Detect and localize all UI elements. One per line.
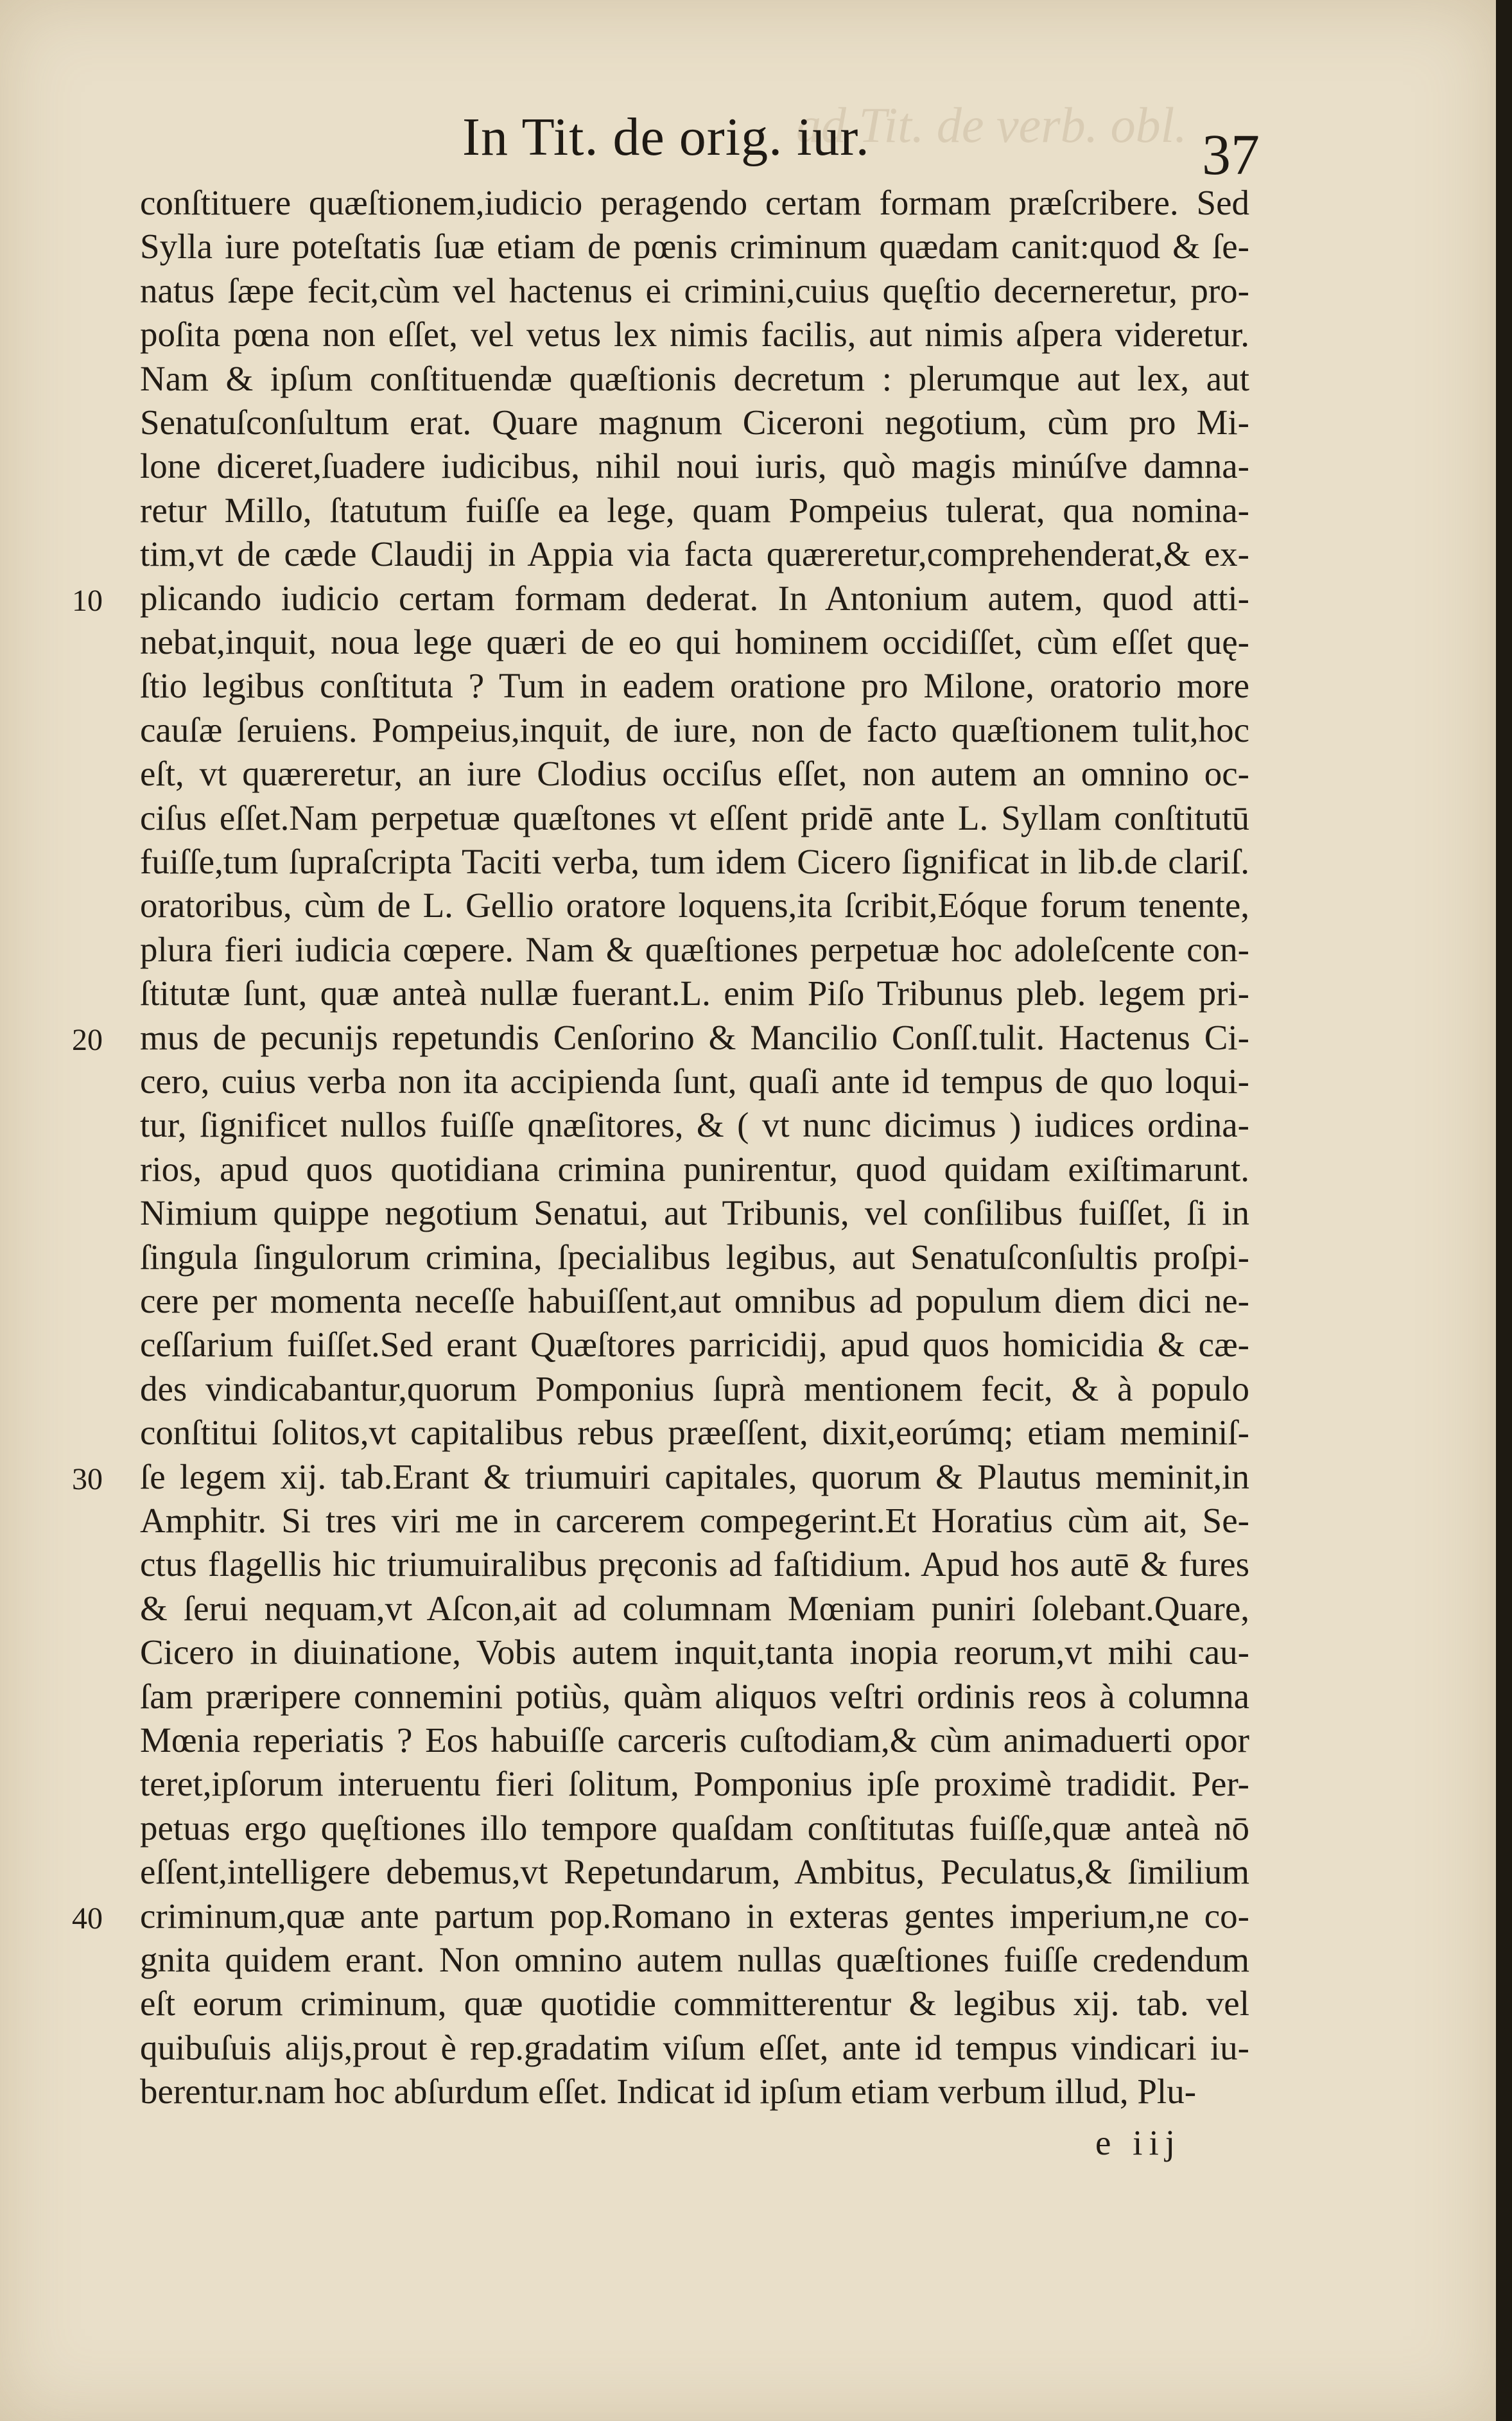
text-line: conſtitui ſolitos,vt capitalibus rebus præeſſent, dixit,eorúmq; etiam meminiſ- (140, 1413, 1249, 1453)
text-line: berentur.nam hoc abſurdum eſſet. Indicat id ipſum etiam verbum illud, Plu- (140, 2072, 1197, 2111)
signature-mark: e iij (1095, 2123, 1182, 2162)
text-line: cero, cuius verba non ita accipienda ſunt, quaſi ante id tempus de quo loqui- (140, 1062, 1249, 1101)
text-line: Mœnia reperiatis ? Eos habuiſſe carceris cuſtodiam,& cùm animaduerti opor (140, 1720, 1249, 1760)
text-line: teret,ipſorum interuentu fieri ſolitum, Pomponius ipſe proximè tradidit. Per- (140, 1764, 1249, 1804)
text-line: eſt, vt quæreretur, an iure Clodius occiſus eſſet, non autem an omnino oc- (140, 754, 1249, 794)
text-line: conſtituere quæſtionem,iudicio peragendo certam formam præſcribere. Sed (140, 183, 1249, 222)
text-line: Nam & ipſum conſtituendæ quæſtionis decretum : plerumque aut lex, aut (140, 358, 1249, 398)
line-number: 20 (72, 1022, 103, 1057)
text-line: Cicero in diuinatione, Vobis autem inquit,tanta inopia reorum,vt mihi cau- (140, 1632, 1249, 1672)
text-line: plura fieri iudicia cœpere. Nam & quæſtiones perpetuæ hoc adoleſcente con- (140, 929, 1249, 969)
text-line: lone diceret,ſuadere iudicibus, nihil noui iuris, quò magis minúſve damna- (140, 446, 1249, 486)
text-line: criminum,quæ ante partum pop.Romano in exteras gentes imperium,ne co- (140, 1896, 1249, 1936)
text-line: retur Millo, ſtatutum fuiſſe ea lege, quam Pompeius tulerat, qua nomina- (140, 490, 1249, 530)
text-line: & ſerui nequam,vt Aſcon,ait ad columnam Mœniam puniri ſolebant.Quare, (140, 1588, 1249, 1628)
text-line: ceſſarium fuiſſet.Sed erant Quæſtores parricidij, apud quos homicidia & cæ- (140, 1325, 1249, 1365)
text-line: ciſus eſſet.Nam perpetuæ quæſtones vt eſſent pridē ante L. Syllam conſtitutū (140, 798, 1249, 837)
text-line: oratoribus, cùm de L. Gellio oratore loquens,ita ſcribit,Eóque forum tenente, (140, 886, 1249, 925)
text-line: ſtio legibus conſtituta ? Tum in eadem oratione pro Milone, oratorio more (140, 666, 1249, 706)
text-line: poſita pœna non eſſet, vel vetus lex nimis facilis, aut nimis aſpera videretur. (140, 315, 1249, 354)
line-number: 40 (72, 1901, 103, 1936)
text-line: eſſent,intelligere debemus,vt Repetundarum, Ambitus, Peculatus,& ſimilium (140, 1852, 1249, 1892)
text-line: Nimium quippe negotium Senatui, aut Tribunis, vel conſilibus fuiſſet, ſi in (140, 1193, 1249, 1233)
text-line: Amphitr. Si tres viri me in carcerem compegerint.Et Horatius cùm ait, Se- (140, 1501, 1249, 1540)
text-line: ſe legem xij. tab.Erant & triumuiri capitales, quorum & Plautus meminit,in (140, 1456, 1249, 1496)
bleed-through-text: ad Tit. de verb. obl. (796, 97, 1187, 153)
text-line: cauſæ ſeruiens. Pompeius,inquit, de iure, non de facto quæſtionem tulit,hoc (140, 710, 1249, 749)
text-line: des vindicabantur,quorum Pomponius ſuprà mentionem fecit, & à populo (140, 1368, 1249, 1408)
text-line: petuas ergo quęſtiones illo tempore quaſdam conſtitutas fuiſſe,quæ anteà nō (140, 1808, 1249, 1848)
text-line: mus de pecunijs repetundis Cenſorino & Mancilio Conſſ.tulit. Hactenus Ci- (140, 1017, 1249, 1057)
text-line: Sylla iure poteſtatis ſuæ etiam de pœnis criminum quædam canit:quod & ſe- (140, 227, 1249, 267)
text-line: cere per momenta neceſſe habuiſſent,aut omnibus ad populum diem dici ne- (140, 1281, 1249, 1320)
text-line: plicando iudicio certam formam dederat. In Antonium autem, quod atti- (140, 578, 1249, 618)
text-line: eſt eorum criminum, quæ quotidie committerentur & legibus xij. tab. vel (140, 1984, 1249, 2023)
text-line: natus ſæpe fecit,cùm vel hactenus ei crimini,cuius quęſtio decerneretur, pro- (140, 270, 1249, 310)
text-line: tim,vt de cæde Claudij in Appia via facta quæreretur,comprehenderat,& ex- (140, 534, 1249, 574)
text-line: ſingula ſingulorum crimina, ſpecialibus legibus, aut Senatuſconſultis proſpi- (140, 1237, 1249, 1277)
text-line: quibuſuis alijs,prout è rep.gradatim viſum eſſet, ante id tempus vindicari iu- (140, 2027, 1249, 2067)
line-number: 30 (72, 1462, 103, 1496)
text-line: rios, apud quos quotidiana crimina punirentur, quod quidam exiſtimarunt. (140, 1149, 1249, 1189)
text-line: ſam præripere connemini potiùs, quàm aliquos veſtri ordinis reos à columna (140, 1676, 1249, 1716)
running-title: In Tit. de orig. iur. (462, 107, 870, 167)
text-line: ſtitutæ ſunt, quæ anteà nullæ fuerant.L. enim Piſo Tribunus pleb. legem pri- (140, 974, 1249, 1013)
page-number: 37 (1202, 123, 1260, 187)
text-line: ctus flagellis hic triumuiralibus pręconis ad faſtidium. Apud hos autē & fures (140, 1544, 1249, 1584)
text-line: tur, ſignificet nullos fuiſſe qnæſitores, & ( vt nunc dicimus ) iudices ordina- (140, 1105, 1249, 1145)
page-edge-shadow (1496, 0, 1512, 2421)
text-line: gnita quidem erant. Non omnino autem nullas quæſtiones fuiſſe credendum (140, 1940, 1249, 1979)
text-line: fuiſſe,tum ſupraſcripta Taciti verba, tum idem Cicero ſignificat in lib.de clariſ. (140, 842, 1249, 881)
text-line: Senatuſconſultum erat. Quare magnum Ciceroni negotium, cùm pro Mi- (140, 403, 1249, 442)
line-number: 10 (72, 583, 103, 618)
text-line: nebat,inquit, noua lege quæri de eo qui hominem occidiſſet, cùm eſſet quę- (140, 622, 1249, 661)
